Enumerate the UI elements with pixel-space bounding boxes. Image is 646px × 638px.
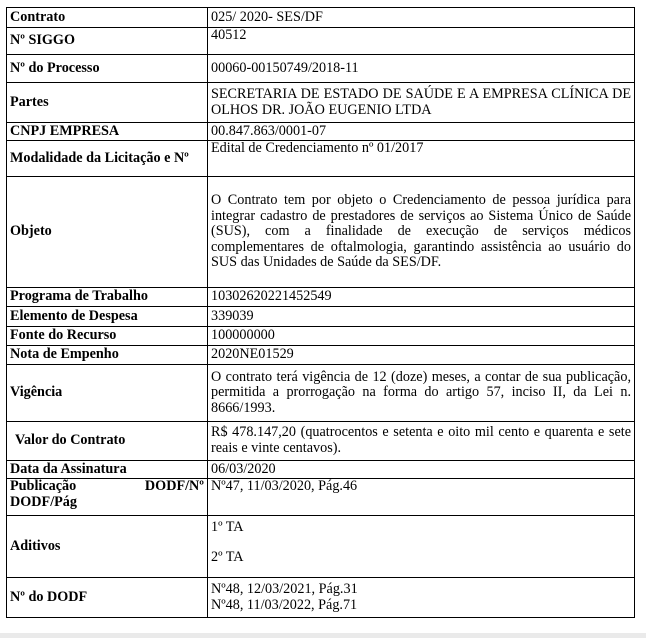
row-modalidade	[7, 141, 635, 177]
value-siggo: 40512	[208, 28, 635, 55]
label-cnpj: CNPJ EMPRESA	[7, 123, 208, 141]
value-fonte: 100000000	[208, 327, 635, 346]
value-processo: 00060-00150749/2018-11	[208, 55, 635, 83]
row-empenho	[7, 346, 635, 365]
row-assinatura	[7, 461, 635, 479]
label-valor: Valor do Contrato	[7, 422, 208, 461]
value-partes: SECRETARIA DE ESTADO DE SAÚDE E A EMPRESA CLÍNICA DE OLHOS DR. JOÃO EUGENIO LTDA	[208, 83, 635, 123]
label-contrato: Contrato	[7, 8, 208, 28]
contract-summary	[6, 7, 635, 628]
aditivo-item: 2º TA	[211, 548, 244, 565]
value-elemento: 339039	[208, 307, 635, 327]
value-aditivos	[208, 516, 635, 578]
value-dodf	[208, 578, 635, 618]
label-partes: Partes	[7, 83, 208, 123]
row-elemento	[7, 307, 635, 327]
label-fonte: Fonte do Recurso	[7, 327, 208, 346]
dodf-item: Nº48, 11/03/2022, Pág.71	[211, 596, 358, 613]
row-objeto	[7, 177, 635, 288]
value-modalidade: Edital de Credenciamento nº 01/2017	[208, 141, 635, 177]
page-bottom-edge	[0, 633, 646, 638]
row-programa	[7, 288, 635, 307]
row-processo	[7, 55, 635, 83]
label-programa: Programa de Trabalho	[7, 288, 208, 307]
label-publicacao-line1	[10, 479, 204, 495]
value-objeto: O Contrato tem por objeto o Credenciamento de pessoa jurídica para integrar cadastro de prestadores de serviços ao Sistema Único de Saúde (SUS), com a finalidade de execução de serviços médicos complementares de oftalmologia, garantindo assistência ao usuário do SUS das Unidades de Saúde da SES/DF.	[208, 177, 635, 288]
value-empenho: 2020NE01529	[208, 346, 635, 365]
label-publicacao-left: Publicação	[10, 478, 77, 494]
value-valor: R$ 478.147,20 (quatrocentos e setenta e oito mil cento e quarenta e sete reais e vinte centavos).	[208, 422, 635, 461]
value-vigencia: O contrato terá vigência de 12 (doze) meses, a contar de sua publicação, permitida a prorrogação na forma do artigo 57, inciso II, da Lei n. 8666/1993.	[208, 365, 635, 422]
row-contrato	[7, 8, 635, 28]
row-cnpj	[7, 123, 635, 141]
row-vigencia	[7, 365, 635, 422]
row-siggo	[7, 28, 635, 55]
row-partes	[7, 83, 635, 123]
contract-table	[6, 7, 635, 618]
label-objeto: Objeto	[7, 177, 208, 288]
row-publicacao	[7, 479, 635, 516]
aditivo-item: 1º TA	[211, 519, 244, 535]
label-dodf: Nº do DODF	[7, 578, 208, 618]
label-siggo: Nº SIGGO	[7, 28, 208, 55]
label-aditivos: Aditivos	[7, 516, 208, 578]
dodf-item: Nº48, 12/03/2021, Pág.31	[211, 580, 358, 597]
row-dodf	[7, 578, 635, 618]
row-aditivos	[7, 516, 635, 578]
value-assinatura: 06/03/2020	[208, 461, 635, 479]
label-elemento: Elemento de Despesa	[7, 307, 208, 327]
label-processo: Nº do Processo	[7, 55, 208, 83]
value-programa: 10302620221452549	[208, 288, 635, 307]
label-empenho: Nota de Empenho	[7, 346, 208, 365]
label-publicacao-right: DODF/Nº	[144, 478, 204, 494]
row-fonte	[7, 327, 635, 346]
label-modalidade: Modalidade da Licitação e Nº	[7, 141, 208, 177]
label-assinatura: Data da Assinatura	[7, 461, 208, 479]
value-cnpj: 00.847.863/0001-07	[208, 123, 635, 141]
value-publicacao: Nº47, 11/03/2020, Pág.46	[208, 479, 635, 516]
label-publicacao	[7, 479, 208, 516]
label-vigencia: Vigência	[7, 365, 208, 422]
label-publicacao-line2: DODF/Pág	[10, 493, 77, 510]
value-contrato: 025/ 2020- SES/DF	[208, 8, 635, 28]
row-valor	[7, 422, 635, 461]
